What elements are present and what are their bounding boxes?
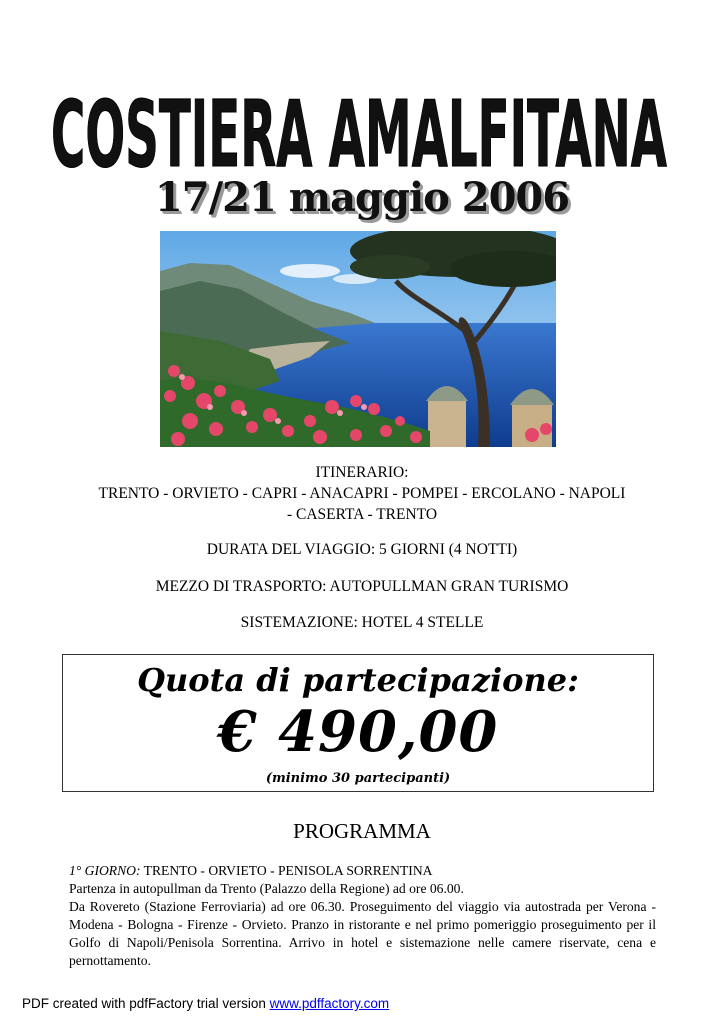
program-day-1 [69,862,656,970]
day-1-text-line1: Partenza in autopullman da Trento (Palazzo della Regione) ad ore 06.00. [69,881,464,896]
coast-photo [160,231,556,447]
trip-duration: DURATA DEL VIAGGIO: 5 GIORNI (4 NOTTI) [206,541,518,558]
day-1-header [69,862,656,880]
document-title [44,66,674,176]
day-1-label: 1° GIORNO: [69,863,141,878]
price-value: € 490,00 [217,699,499,765]
program-heading: PROGRAMMA [293,819,431,843]
accommodation: SISTEMAZIONE: HOTEL 4 STELLE [240,614,484,631]
itinerary-label: ITINERARIO: [315,464,409,481]
footer-text: PDF created with pdfFactory trial version [22,996,270,1011]
itinerary-route-line1: TRENTO - ORVIETO - CAPRI - ANACAPRI - POMPEI - ERCOLANO - NAPOLI [98,485,626,502]
pdffactory-link[interactable]: www.pdffactory.com [269,996,390,1011]
itinerary-route-line2: - CASERTA - TRENTO [286,506,438,523]
price-note: (minimo 30 partecipanti) [265,771,451,786]
price-title: Quota di partecipazione: [137,661,579,699]
document-title-text: COSTIERA AMALFITANA [51,81,667,176]
day-1-route: TRENTO - ORVIETO - PENISOLA SORRENTINA [140,863,433,878]
itinerary-route [60,483,664,525]
price-box [62,654,654,792]
document-dates: 17/21 maggio 2006 [154,174,570,221]
transport-mode: MEZZO DI TRASPORTO: AUTOPULLMAN GRAN TURISMO [155,578,569,595]
day-1-text-line2: Da Rovereto (Stazione Ferroviaria) ad ore 06.30. Proseguimento del viaggio via autostrada per Verona - Modena - Bologna - Firenze - Orvieto. Pranzo in ristorante e nel primo pomeriggio proseguimento per il Golfo di Napoli/Penisola Sorrentina. Arrivo in hotel e sistemazione nelle camere riservate, cena e pernottamento. [69,899,656,968]
pdf-footer [22,996,389,1011]
